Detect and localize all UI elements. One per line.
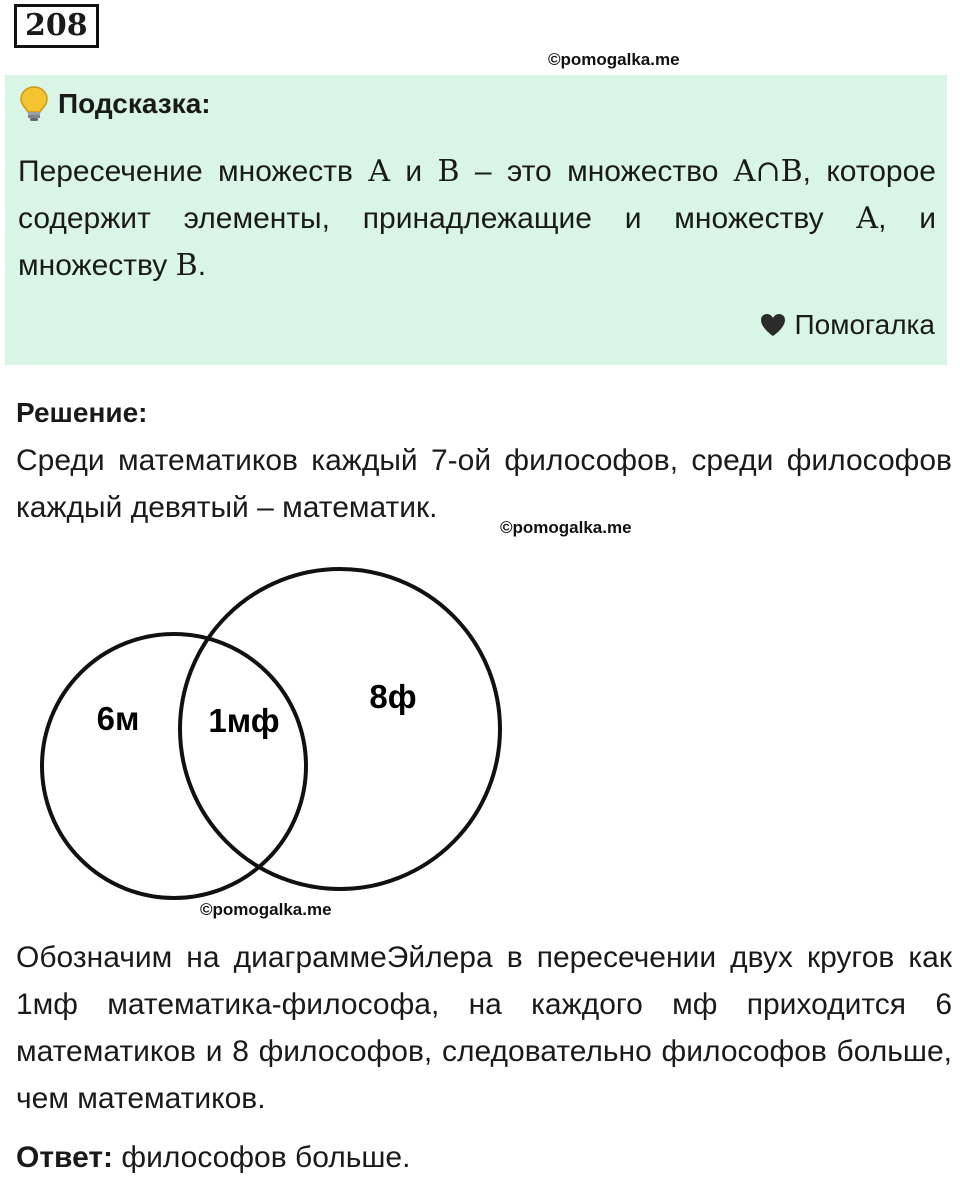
set-a: A <box>368 154 391 189</box>
signature-text: Помогалка <box>794 309 935 340</box>
hint-text-4: , и множеству <box>18 202 936 282</box>
set-b: B <box>437 154 460 189</box>
task-number: 208 <box>14 4 99 48</box>
signature <box>759 305 935 345</box>
heart-icon <box>759 312 787 338</box>
set-a-2: A <box>856 201 879 236</box>
label-philosophers: 8ф <box>369 678 417 715</box>
hint-title <box>18 84 211 124</box>
label-mathematicians: 6м <box>96 700 140 737</box>
hint-text-5: . <box>197 249 207 282</box>
hint-and: и <box>390 155 438 188</box>
watermark-3: ©pomogalka.me <box>200 900 332 919</box>
circle-mathematicians <box>42 634 306 898</box>
hint-title-text: Подсказка: <box>58 88 211 119</box>
euler-diagram <box>0 540 520 930</box>
hint-text <box>18 148 936 289</box>
solution-title: Решение: <box>16 397 148 428</box>
solution-paragraph-1: Среди математиков каждый 7-ой философов, среди философов каждый девятый – математик. <box>16 444 952 524</box>
hint-text-3: , которое содержит элементы, принадлежащие и множеству <box>18 155 936 235</box>
answer-label: Ответ: <box>16 1141 114 1174</box>
hint-text-1: Пересечение множеств <box>18 155 369 188</box>
set-b-2: B <box>175 248 198 283</box>
answer-text: философов больше. <box>113 1141 411 1174</box>
watermark: ©pomogalka.me <box>548 50 680 69</box>
watermark-2: ©pomogalka.me <box>500 518 632 537</box>
intersection-notation: A∩B <box>733 154 803 189</box>
lightbulb-icon <box>18 85 50 123</box>
label-intersection: 1мф <box>208 702 280 739</box>
answer <box>16 1136 410 1180</box>
solution-paragraph-2: Обозначим на диаграммеЭйлера в пересечении двух кругов как 1мф математика-философа, на каждого мф приходится 6 математиков и 8 философов, следовательно философов больше, чем математиков. <box>16 941 952 1115</box>
hint-text-2: – это множество <box>459 155 734 188</box>
